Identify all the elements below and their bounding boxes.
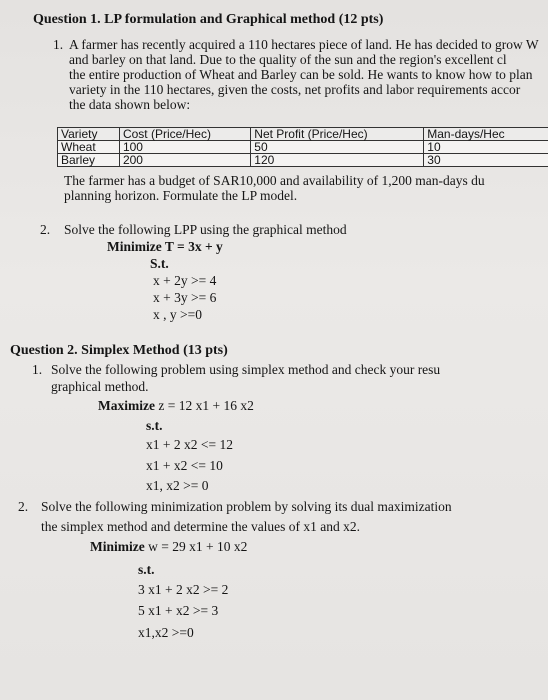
q2-item-1-line-1: Solve the following problem using simplex method and check your resu <box>51 362 441 377</box>
q1-item-1-line-3: the entire production of Wheat and Barley can be sold. He wants to know how to plan <box>69 67 533 82</box>
objective-expression: w = 29 x1 + 10 x2 <box>144 539 248 554</box>
q1-constraint-1: x + 2y >= 4 <box>153 273 217 288</box>
q1-item-1-line-2: and barley on that land. Due to the quality of the sun and the region's excellent cl <box>69 52 507 67</box>
q2-item-2-constraint-1: 3 x1 + 2 x2 >= 2 <box>138 582 229 597</box>
q2-item-2-constraint-3: x1,x2 >=0 <box>138 625 194 640</box>
q2-item-2-constraint-2: 5 x1 + x2 >= 3 <box>138 603 219 618</box>
objective-expression: z = 12 x1 + 16 x2 <box>154 398 254 413</box>
table-header-cell: Cost (Price/Hec) <box>119 128 250 141</box>
q1-item-1-after-line-1: The farmer has a budget of SAR10,000 and availability of 1,200 man-days du <box>64 173 485 188</box>
q1-objective: Minimize T = 3x + y <box>107 239 223 254</box>
q1-constraint-3: x , y >=0 <box>153 307 202 322</box>
table-cell: Barley <box>58 154 120 167</box>
table-cell: 200 <box>119 154 250 167</box>
q1-item-1-line-1: A farmer has recently acquired a 110 hectares piece of land. He has decided to grow W <box>69 37 539 52</box>
q1-item-1-number: 1. <box>53 37 64 52</box>
q2-item-1-constraint-1: x1 + 2 x2 <= 12 <box>146 437 233 452</box>
q1-item-1-line-5: the data shown below: <box>69 97 191 112</box>
q2-item-2-number: 2. <box>18 499 29 514</box>
maximize-label: Maximize <box>98 398 155 413</box>
q2-item-1-subject-to: s.t. <box>146 418 163 433</box>
q2-item-1-constraint-3: x1, x2 >= 0 <box>146 478 209 493</box>
table-cell: 50 <box>251 141 424 154</box>
q2-item-1-line-2: graphical method. <box>51 379 149 394</box>
table-header-cell: Net Profit (Price/Hec) <box>251 128 424 141</box>
table-header-cell: Variety <box>58 128 120 141</box>
question-2-title: Question 2. Simplex Method (13 pts) <box>10 343 228 358</box>
table-header-cell: Man-days/Hec <box>424 128 548 141</box>
q2-item-1-objective <box>98 398 254 414</box>
q1-subject-to: S.t. <box>150 256 169 271</box>
minimize-label: Minimize <box>90 539 145 554</box>
q2-item-2-subject-to: s.t. <box>138 562 155 577</box>
question-1-title: Question 1. LP formulation and Graphical method (12 pts) <box>33 12 384 27</box>
q1-constraint-2: x + 3y >= 6 <box>153 290 217 305</box>
q1-item-2-number: 2. <box>40 222 51 237</box>
table-cell: 10 <box>424 141 548 154</box>
table-row <box>58 141 548 154</box>
q2-item-1-constraint-2: x1 + x2 <= 10 <box>146 458 223 473</box>
q1-item-1-line-4: variety in the 110 hectares, given the costs, net profits and labor requirements accor <box>69 82 521 97</box>
table-cell: Wheat <box>58 141 120 154</box>
table-header-row <box>58 128 548 141</box>
q2-item-1-number: 1. <box>32 362 43 377</box>
crop-data-table <box>57 127 548 167</box>
table-row <box>58 154 548 167</box>
q2-item-2-line-1: Solve the following minimization problem by solving its dual maximization <box>41 499 452 514</box>
q1-item-2-text: Solve the following LPP using the graphical method <box>64 222 347 237</box>
table-cell: 30 <box>424 154 548 167</box>
table-cell: 120 <box>251 154 424 167</box>
q1-item-1-after-line-2: planning horizon. Formulate the LP model. <box>64 188 298 203</box>
q2-item-2-line-2: the simplex method and determine the values of x1 and x2. <box>41 519 361 534</box>
q2-item-2-objective <box>90 539 247 555</box>
table-cell: 100 <box>119 141 250 154</box>
